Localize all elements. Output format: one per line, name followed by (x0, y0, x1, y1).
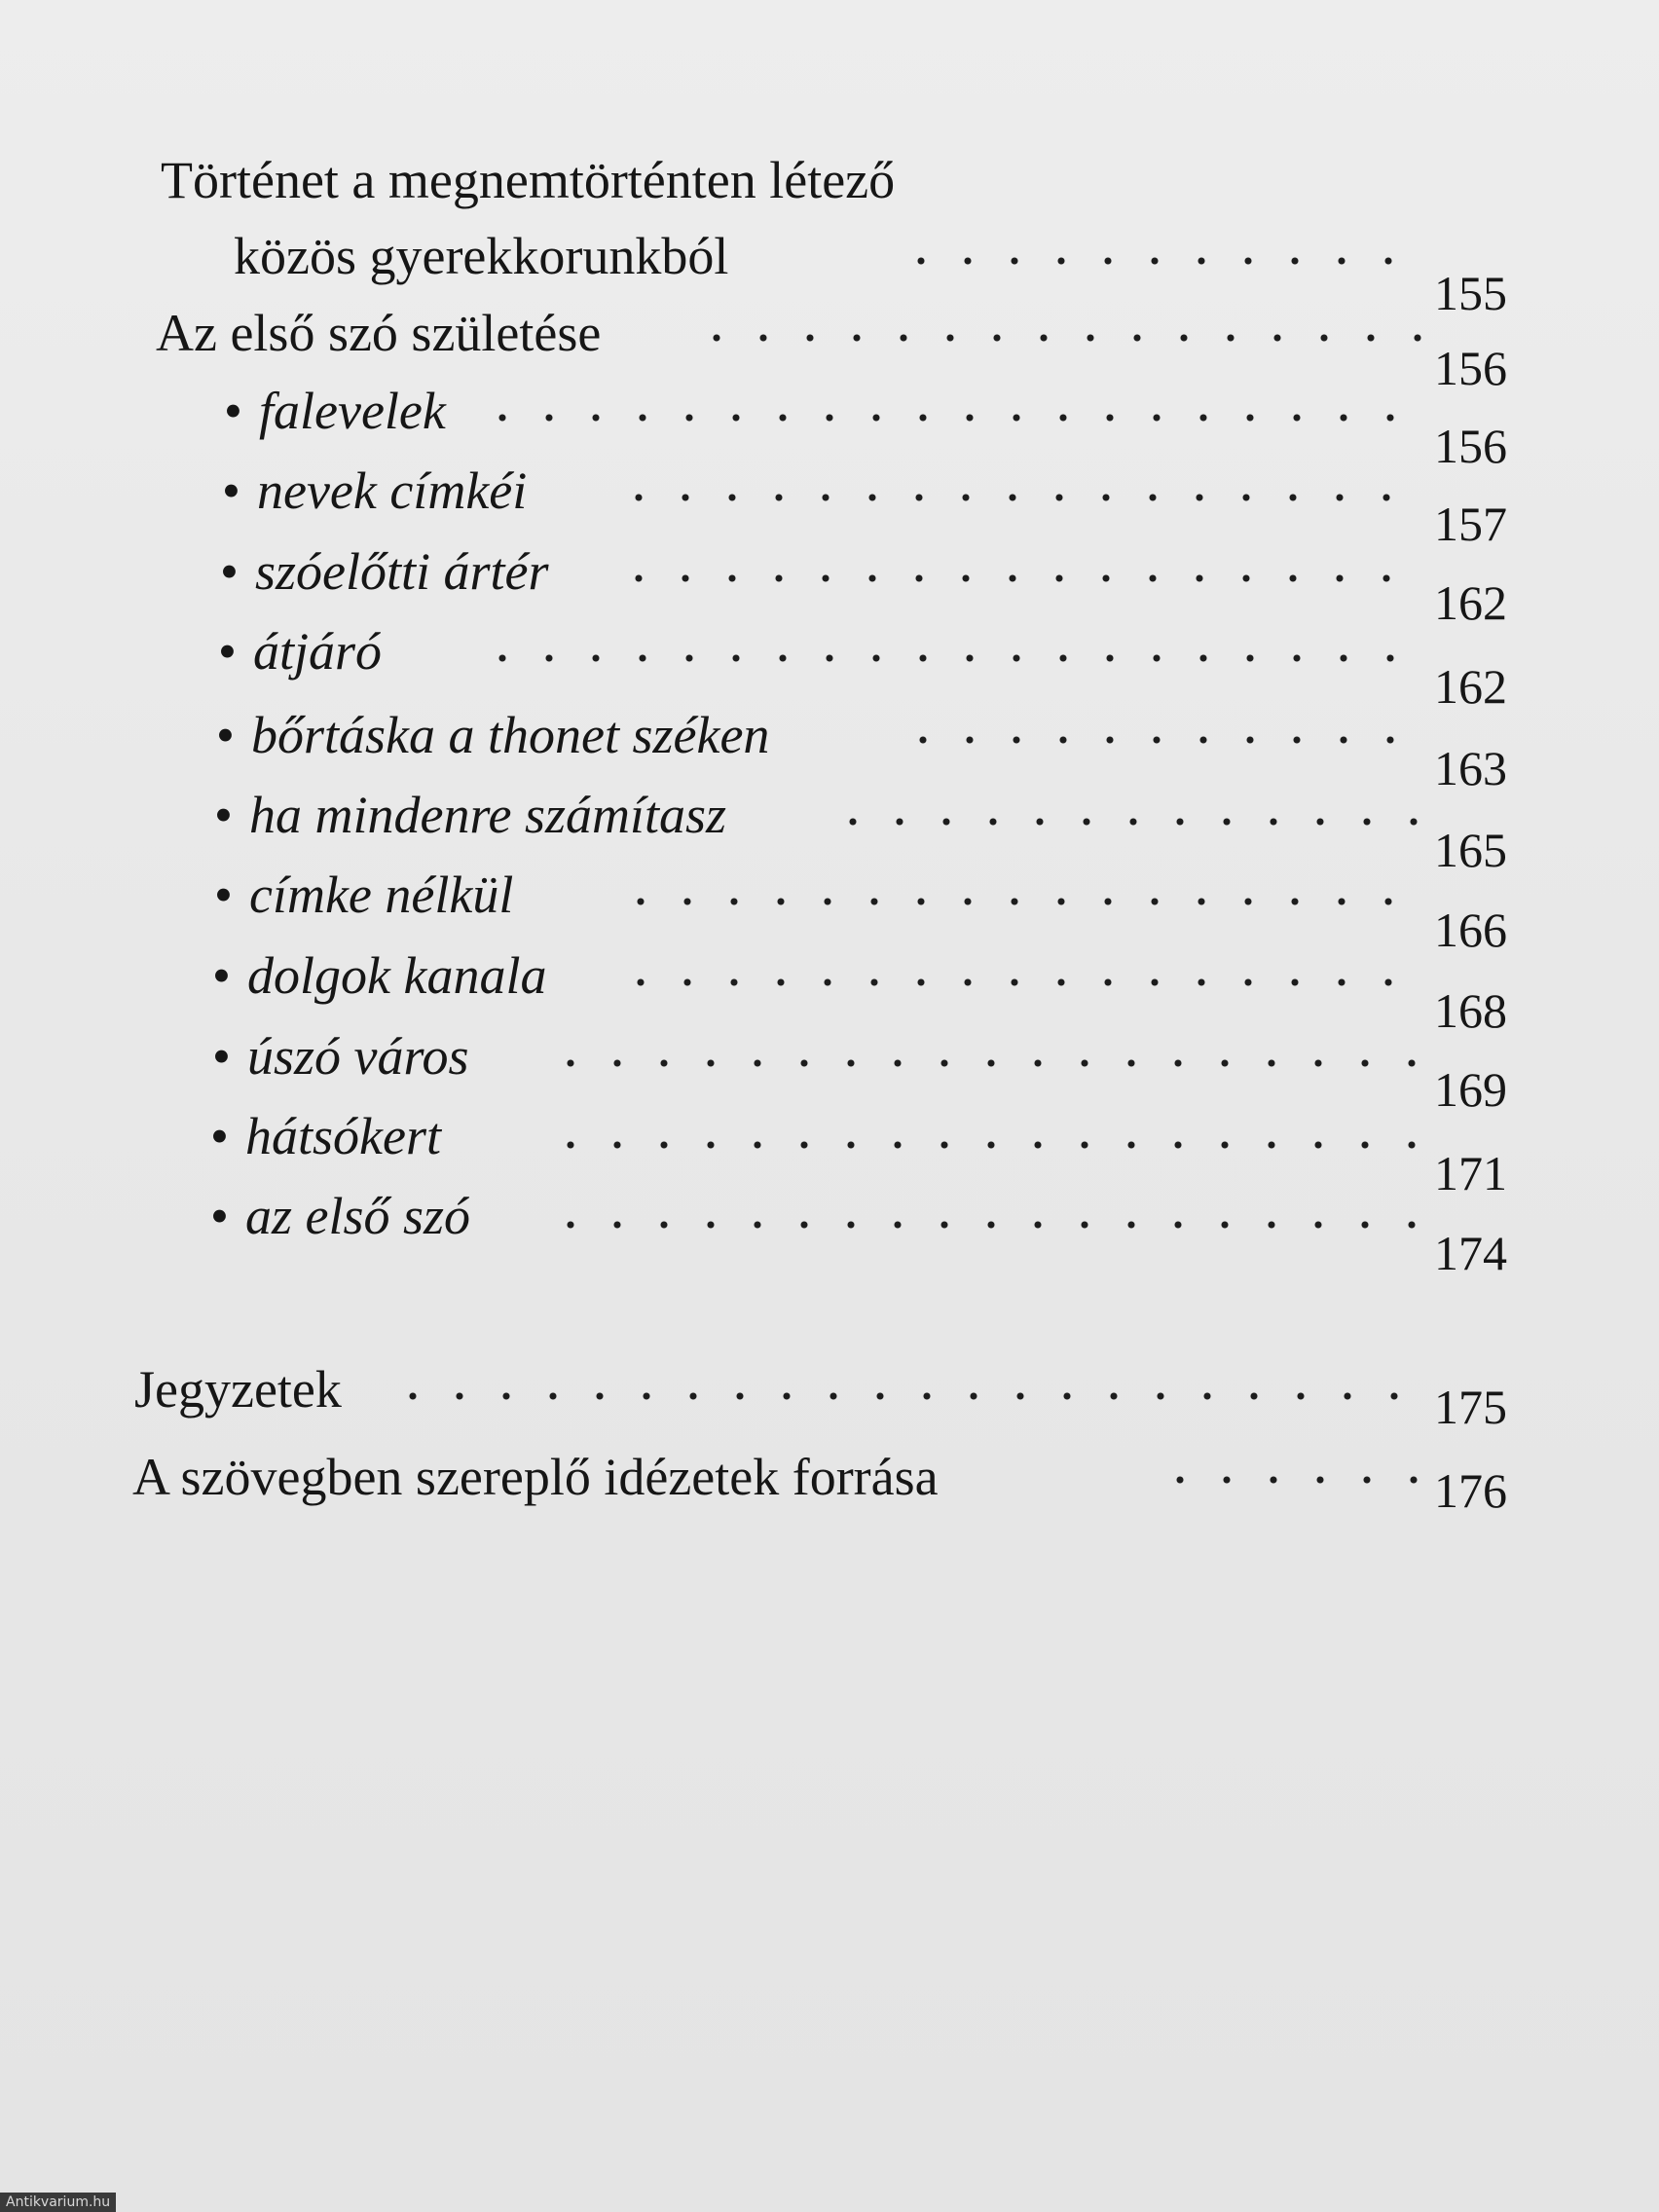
toc-page-number: 156 (1434, 419, 1507, 473)
toc-entry-sub (220, 542, 1507, 630)
toc-entry-sub (218, 622, 1507, 714)
toc-entry-sources (132, 1448, 1507, 1519)
toc-entry-title-line1: Történet a megnemtörténten létező (161, 151, 896, 209)
dot-leader (565, 1219, 1423, 1231)
toc-page-number: 175 (1434, 1380, 1507, 1434)
watermark-label: Antikvarium.hu (0, 2193, 116, 2212)
toc-page-number: 166 (1434, 903, 1507, 957)
toc-entry-sub (214, 786, 1507, 877)
toc-entry-title-line2: közös gyerekkorunkból (234, 227, 729, 285)
toc-entry-title: A szövegben szereplő idézetek forrása (132, 1448, 939, 1506)
toc-entry-title: nevek címkéi (257, 461, 528, 520)
bullet-glyph: • (210, 1107, 229, 1165)
toc-entry-title: ha mindenre számítasz (249, 786, 727, 844)
toc-entry-title: falevelek (259, 382, 446, 440)
dot-leader (565, 1057, 1423, 1069)
toc-entry-title: szóelőtti ártér (255, 542, 549, 601)
toc-entry-title: címke nélkül (249, 866, 514, 924)
bullet-glyph: • (218, 622, 237, 681)
dot-leader (915, 255, 1423, 267)
dot-leader (847, 816, 1423, 828)
toc-entry-notes (134, 1360, 1507, 1434)
toc-entry-sub (216, 706, 1507, 795)
toc-entry-sub (210, 1107, 1507, 1200)
bullet-glyph: • (212, 1027, 231, 1086)
toc-entry-section (156, 304, 1507, 395)
toc-page-number: 174 (1434, 1226, 1507, 1280)
toc-page-number: 156 (1434, 341, 1507, 395)
bullet-glyph: • (214, 866, 233, 924)
toc-page-number: 169 (1434, 1062, 1507, 1117)
toc-entry-title: Az első szó születése (156, 304, 602, 362)
toc-page-number: 162 (1434, 575, 1507, 630)
toc-entry-sub (224, 382, 1507, 473)
toc-entry-sub (212, 946, 1507, 1038)
toc-page-number: 157 (1434, 497, 1507, 551)
toc-entry-title: dolgok kanala (247, 946, 547, 1005)
bullet-glyph: • (220, 542, 239, 601)
toc-entry-sub (212, 1027, 1507, 1117)
dot-leader (635, 896, 1423, 907)
toc-entry-sub (214, 866, 1507, 957)
toc-entry-sub (210, 1187, 1507, 1280)
bullet-glyph: • (222, 461, 240, 520)
dot-leader (497, 652, 1423, 664)
toc-entry-title: az első szó (245, 1187, 471, 1245)
toc-entry-title: úszó város (247, 1027, 469, 1086)
dot-leader (633, 492, 1423, 503)
toc-entry-title: Jegyzetek (134, 1360, 342, 1419)
toc-entry-title: hátsókert (245, 1107, 441, 1165)
dot-leader (633, 572, 1423, 584)
bullet-glyph: • (212, 946, 231, 1005)
toc-page-number: 168 (1434, 983, 1507, 1038)
toc-page-number: 162 (1434, 659, 1507, 714)
dot-leader (407, 1390, 1423, 1402)
toc-page-number: 171 (1434, 1146, 1507, 1200)
toc-entry-title: bőrtáska a thonet széken (251, 706, 770, 764)
bullet-glyph: • (224, 382, 242, 440)
bullet-glyph: • (210, 1187, 229, 1245)
toc-entry-title: átjáró (253, 622, 383, 681)
toc-page-number: 165 (1434, 823, 1507, 877)
toc-page-number: 163 (1434, 741, 1507, 795)
toc-page-number: 155 (1434, 266, 1507, 320)
dot-leader (497, 412, 1423, 424)
dot-leader (917, 734, 1423, 746)
dot-leader (565, 1139, 1423, 1151)
dot-leader (1174, 1474, 1423, 1486)
bullet-glyph: • (216, 706, 235, 764)
toc-entry-sub (222, 461, 1507, 551)
toc-page-number: 176 (1434, 1463, 1507, 1518)
toc-entry-tortenet-line2 (234, 227, 1507, 320)
bullet-glyph: • (214, 786, 233, 844)
dot-leader (711, 332, 1423, 344)
dot-leader (635, 977, 1423, 988)
